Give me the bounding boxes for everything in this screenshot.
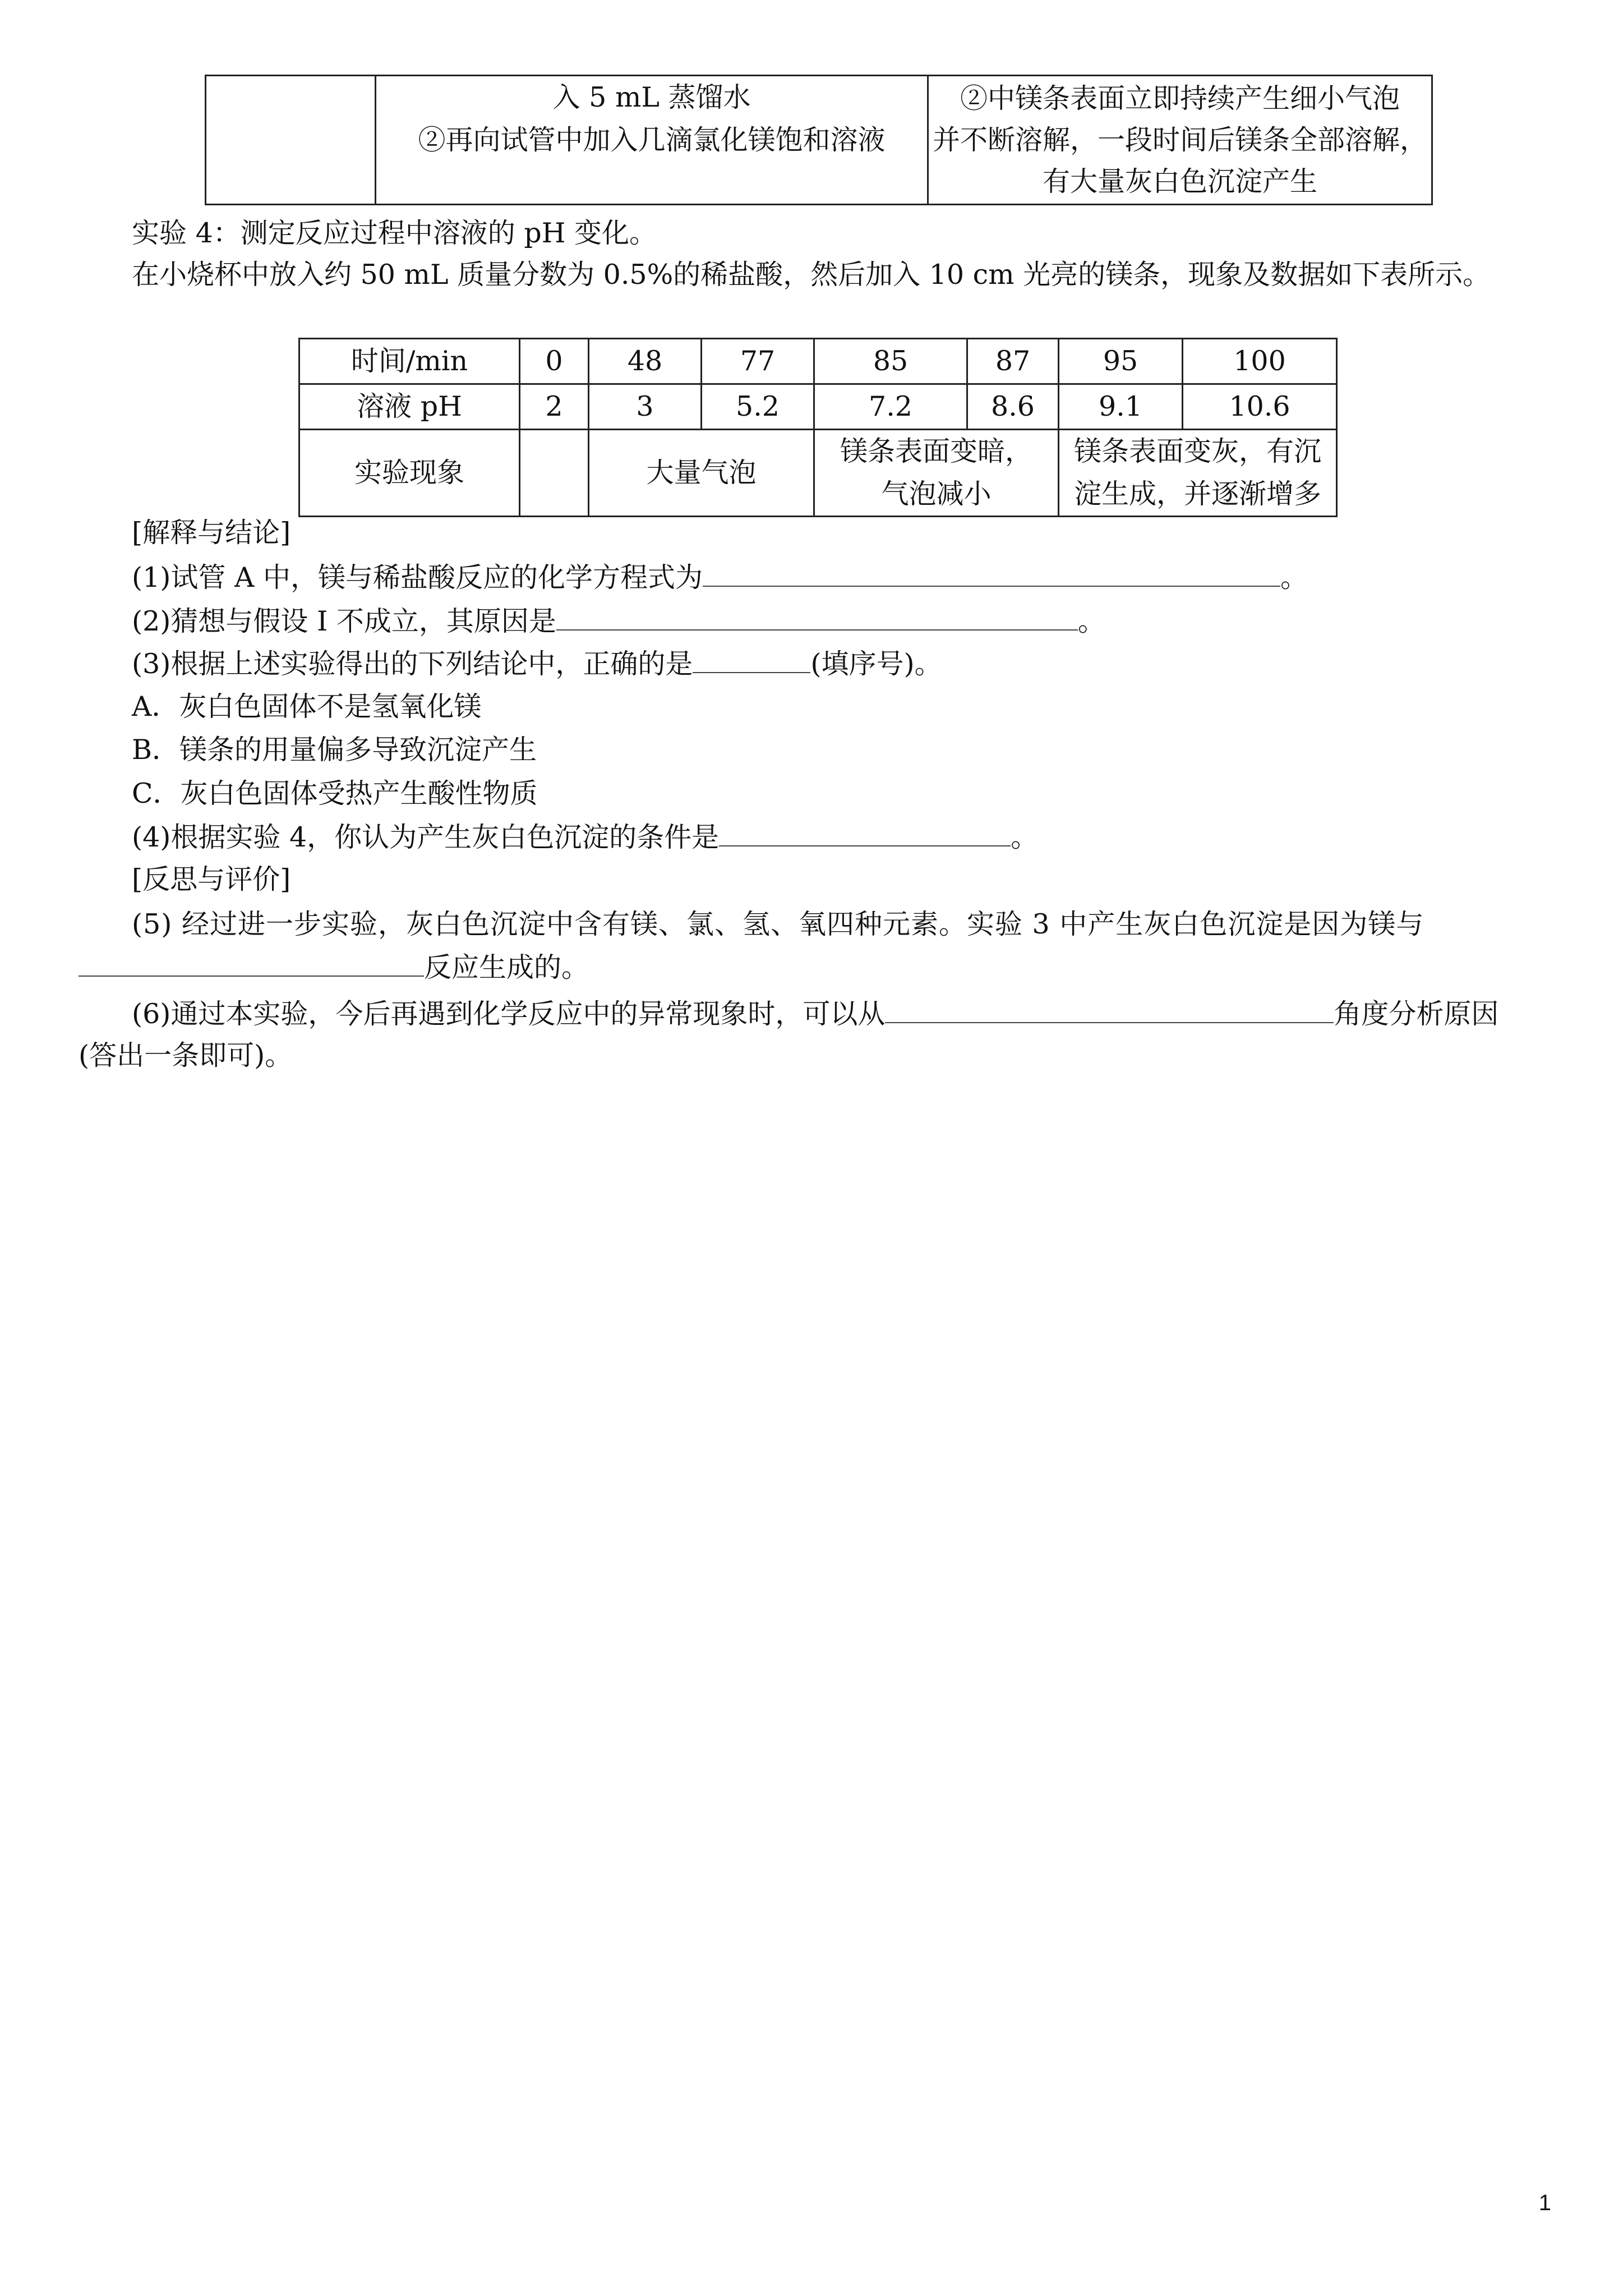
time-cell: 95 [1059, 339, 1183, 384]
question-6-end: 角度分析原因 [1334, 998, 1499, 1030]
time-cell: 48 [589, 339, 702, 384]
question-4-end: 。 [1011, 821, 1039, 853]
option-b: B．镁条的用量偏多导致沉淀产生 [132, 734, 537, 766]
ph-cell: 2 [520, 384, 589, 430]
page-number: 1 [1538, 2191, 1551, 2215]
question-4-text: (4)根据实验 4，你认为产生灰白色沉淀的条件是 [132, 821, 720, 853]
question-4 [132, 818, 1038, 855]
question-2-end: 。 [1077, 605, 1105, 637]
question-3-text: (3)根据上述实验得出的下列结论中，正确的是 [132, 648, 693, 680]
time-label: 时间/min [299, 339, 520, 384]
question-6-answer-blank[interactable] [885, 995, 1334, 1023]
question-5-continued [79, 949, 589, 986]
top-table-phenomenon-cell [928, 76, 1432, 205]
question-1 [132, 559, 1308, 596]
time-cell: 0 [520, 339, 589, 384]
question-6-text: (6)通过本实验，今后再遇到化学反应中的异常现象时，可以从 [132, 998, 886, 1030]
question-6-continued: (答出一条即可)。 [79, 1039, 293, 1071]
time-row [299, 339, 1337, 384]
phenomenon-darkening-line-1: 镁条表面变暗， [840, 435, 1032, 467]
phenomenon-darkening [814, 430, 1059, 517]
phenomenon-precipitate-line-1: 镁条表面变灰，有沉 [1073, 435, 1321, 467]
phenomenon-line-3: 有大量灰白色沉淀产生 [1042, 165, 1317, 197]
ph-cell: 10.6 [1183, 384, 1337, 430]
question-1-text: (1)试管 A 中，镁与稀盐酸反应的化学方程式为 [132, 562, 703, 593]
top-table [205, 75, 1433, 205]
phenomenon-precipitate [1059, 430, 1337, 517]
question-5-end: 反应生成的。 [424, 951, 589, 983]
ph-cell: 7.2 [814, 384, 967, 430]
ph-cell: 8.6 [967, 384, 1059, 430]
method-line-1: 入 5 mL 蒸馏水 [552, 81, 751, 113]
question-6 [132, 995, 1498, 1032]
time-cell: 100 [1183, 339, 1337, 384]
question-2 [132, 602, 1105, 639]
question-4-answer-blank[interactable] [719, 818, 1011, 846]
phenomenon-label: 实验现象 [299, 430, 520, 517]
question-3-end: (填序号)。 [810, 648, 942, 680]
option-c: C．灰白色固体受热产生酸性物质 [132, 777, 538, 809]
phenomenon-line-1: ②中镁条表面立即持续产生细小气泡 [960, 82, 1400, 114]
time-cell: 77 [702, 339, 814, 384]
ph-row [299, 384, 1337, 430]
phenomenon-line-2: 并不断溶解，一段时间后镁条全部溶解， [932, 123, 1427, 156]
question-1-end: 。 [1280, 562, 1308, 593]
time-cell: 85 [814, 339, 967, 384]
question-2-text: (2)猜想与假设 I 不成立，其原因是 [132, 605, 556, 637]
time-cell: 87 [967, 339, 1059, 384]
ph-cell: 5.2 [702, 384, 814, 430]
question-2-answer-blank[interactable] [556, 602, 1078, 631]
question-3-answer-blank[interactable] [693, 645, 810, 673]
exp4-title: 实验 4：测定反应过程中溶液的 pH 变化。 [132, 217, 657, 249]
phenomenon-darkening-line-2: 气泡减小 [881, 478, 992, 510]
question-5-answer-blank[interactable] [79, 949, 424, 977]
question-3 [132, 645, 942, 682]
ph-cell: 3 [589, 384, 702, 430]
exp4-description: 在小烧杯中放入约 50 mL 质量分数为 0.5%的稀盐酸，然后加入 10 cm 光亮的镁条，现象及数据如下表所示。 [132, 259, 1491, 291]
section-explain-heading: [解释与结论] [132, 517, 291, 549]
ph-label: 溶液 pH [299, 384, 520, 430]
method-line-2: ②再向试管中加入几滴氯化镁饱和溶液 [418, 124, 886, 156]
question-1-answer-blank[interactable] [703, 559, 1280, 587]
ph-cell: 9.1 [1059, 384, 1183, 430]
option-a: A．灰白色固体不是氢氧化镁 [132, 691, 482, 723]
section-reflect-heading: [反思与评价] [132, 863, 291, 895]
question-5: (5) 经过进一步实验，灰白色沉淀中含有镁、氯、氢、氧四种元素。实验 3 中产生灰白色沉淀是因为镁与 [132, 908, 1424, 940]
top-table-empty-cell [206, 76, 376, 205]
top-table-method-cell [376, 76, 928, 205]
phenomenon-empty-cell [520, 430, 589, 517]
phenomenon-row [299, 430, 1337, 517]
ph-table [298, 338, 1338, 517]
phenomenon-bubbles: 大量气泡 [589, 430, 814, 517]
phenomenon-precipitate-line-2: 淀生成，并逐渐增多 [1073, 478, 1321, 510]
